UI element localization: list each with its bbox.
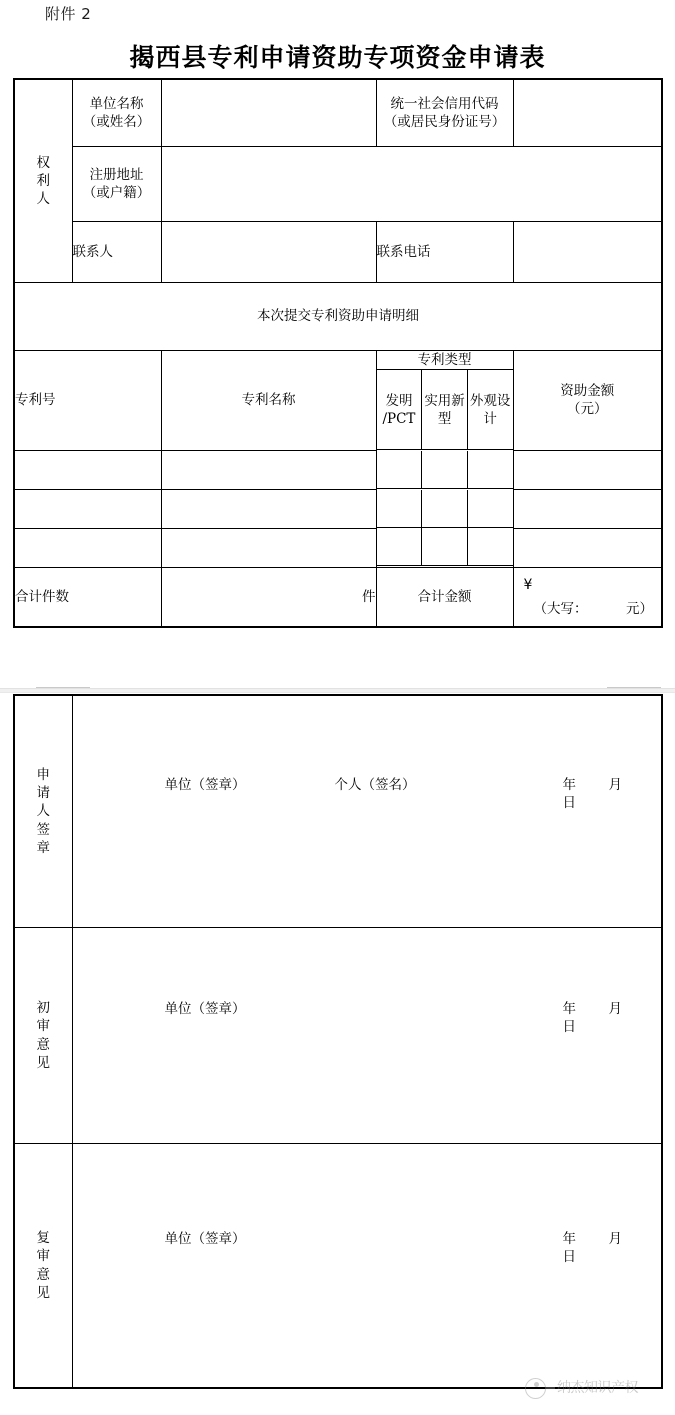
credit-code-label-line1: 统一社会信用代码 — [390, 95, 499, 112]
cell-patent-no[interactable] — [14, 528, 161, 567]
preliminary-date-label — [563, 1000, 662, 1036]
cell-type-design[interactable] — [467, 528, 512, 566]
logo-dash-icon — [546, 1387, 555, 1389]
detail-header-row-1 — [14, 351, 662, 370]
cell-patent-name[interactable] — [161, 450, 376, 489]
table-row — [14, 489, 662, 528]
column-header-patent-no: 专利号 — [14, 351, 161, 451]
cell-patent-name[interactable] — [161, 489, 376, 528]
applicant-label-char-2: 请 — [36, 785, 50, 802]
applicant-date-day: 日 — [562, 794, 576, 811]
cell-patent-name[interactable] — [161, 528, 376, 567]
reexamination-label-char-1: 复 — [36, 1230, 50, 1247]
applicant-date-label — [563, 776, 662, 812]
column-header-amount — [513, 351, 662, 451]
credit-code-label — [376, 79, 513, 147]
detail-section-banner: 本次提交专利资助申请明细 — [14, 283, 662, 351]
cell-type-design[interactable] — [467, 490, 512, 528]
reexamination-label-char-2: 审 — [36, 1248, 50, 1265]
credit-code-label-line2: （或居民身份证号） — [383, 114, 506, 130]
applicant-date-month: 月 — [608, 776, 622, 793]
cell-amount[interactable] — [513, 489, 662, 528]
column-header-patent-type: 专利类型 — [376, 351, 513, 370]
applicant-person-sign-label: 个人（签名） — [334, 776, 416, 793]
reexamination-label-char-3: 意 — [36, 1266, 50, 1283]
preliminary-date-day: 日 — [562, 1018, 576, 1035]
type-invention-line1: 发明 — [385, 392, 413, 409]
page-title: 揭西县专利申请资助专项资金申请表 — [129, 43, 546, 72]
attachment-label: 附件 2 — [45, 5, 92, 23]
address-value-field[interactable] — [161, 147, 662, 222]
type-design-line1: 外观设 — [469, 392, 511, 409]
cell-amount[interactable] — [513, 450, 662, 489]
capitalized-amount-label: （大写： — [533, 600, 588, 617]
rights-holder-char-2: 利 — [36, 172, 50, 189]
cell-type-utility[interactable] — [422, 490, 467, 528]
preliminary-label-char-3: 意 — [36, 1036, 50, 1053]
applicant-signature-label — [14, 695, 72, 928]
type-utility-line1: 实用新 — [424, 392, 465, 409]
applicant-date-year: 年 — [562, 776, 576, 793]
column-header-type-invention — [377, 370, 422, 450]
signature-table — [13, 694, 663, 1389]
reexamination-area[interactable] — [72, 1144, 662, 1389]
reexamination-label-char-4: 见 — [36, 1284, 50, 1301]
total-count-unit-label: 件 — [362, 588, 376, 605]
watermark — [523, 1375, 668, 1401]
reexamination-date-day: 日 — [562, 1248, 576, 1265]
cell-amount[interactable] — [513, 528, 662, 567]
type-design-line2: 计 — [483, 410, 497, 427]
total-amount-cell[interactable] — [513, 567, 662, 627]
signature-section-preliminary-review — [14, 928, 662, 1144]
type-utility-line2: 型 — [437, 410, 452, 427]
table-row-unit-name — [14, 79, 662, 147]
type-invention-line2: /PCT — [382, 410, 416, 427]
contact-label: 联系人 — [72, 222, 161, 283]
reexamination-unit-sign-label: 单位（签章） — [164, 1230, 246, 1247]
column-header-type-utility — [422, 370, 467, 450]
column-header-type-design — [467, 370, 512, 450]
applicant-signature-area[interactable] — [72, 695, 662, 928]
table-row-address — [14, 147, 662, 222]
preliminary-label-char-1: 初 — [36, 1000, 50, 1017]
cell-type-utility[interactable] — [422, 528, 467, 566]
circle-logo-dot-icon — [534, 1382, 539, 1387]
detail-banner-row — [14, 283, 662, 351]
cell-type-invention[interactable] — [377, 528, 422, 566]
cell-type-design[interactable] — [467, 451, 512, 489]
application-main-table — [13, 78, 663, 628]
unit-name-value-field[interactable] — [161, 79, 376, 147]
total-amount-label: 合计金额 — [376, 567, 513, 627]
cell-patent-no[interactable] — [14, 489, 161, 528]
phone-value-field[interactable] — [513, 222, 662, 283]
reexamination-date-label — [563, 1230, 662, 1266]
cell-type-invention[interactable] — [377, 451, 422, 489]
watermark-text: 纳杰知识产权 — [557, 1380, 638, 1396]
applicant-label-char-1: 申 — [36, 766, 50, 783]
signature-section-reexamination — [14, 1144, 662, 1389]
total-count-label: 合计件数 — [14, 567, 161, 627]
credit-code-value-field[interactable] — [513, 79, 662, 147]
unit-name-label — [72, 79, 161, 147]
table-row — [14, 528, 662, 567]
rights-holder-char-3: 人 — [36, 191, 50, 208]
preliminary-label-char-2: 审 — [36, 1018, 50, 1035]
totals-row — [14, 567, 662, 627]
unit-name-label-line2: （或姓名） — [82, 114, 151, 130]
signature-section-applicant — [14, 695, 662, 928]
cell-type-invention[interactable] — [377, 490, 422, 528]
address-label-line1: 注册地址 — [89, 166, 144, 183]
page-seam-divider — [0, 688, 675, 693]
rights-holder-char-1: 权 — [36, 154, 50, 171]
applicant-label-char-3: 人 — [36, 803, 50, 820]
table-row — [14, 450, 662, 489]
table-row-contact — [14, 222, 662, 283]
address-label-line2: （或户籍） — [82, 185, 151, 201]
preliminary-unit-sign-label: 单位（签章） — [164, 1000, 246, 1017]
unit-name-label-line1: 单位名称 — [89, 95, 144, 112]
address-label — [72, 147, 161, 222]
cell-type-utility[interactable] — [422, 451, 467, 489]
reexamination-date-month: 月 — [608, 1230, 622, 1247]
preliminary-date-year: 年 — [562, 1000, 576, 1017]
column-header-patent-name: 专利名称 — [161, 351, 376, 451]
preliminary-review-label — [14, 928, 72, 1144]
cell-patent-no[interactable] — [14, 450, 161, 489]
column-header-amount-line1: 资助金额 — [560, 383, 615, 400]
reexamination-label — [14, 1144, 72, 1389]
applicant-label-char-4: 签 — [36, 821, 50, 838]
page-seam-tick-right — [607, 681, 661, 688]
phone-label: 联系电话 — [376, 222, 513, 283]
reexamination-date-year: 年 — [562, 1230, 576, 1247]
applicant-unit-sign-label: 单位（签章） — [164, 776, 246, 793]
contact-value-field[interactable] — [161, 222, 376, 283]
applicant-label-char-5: 章 — [36, 839, 50, 856]
rights-holder-row-label — [14, 79, 72, 283]
currency-symbol: ¥ — [523, 576, 533, 593]
preliminary-review-area[interactable] — [72, 928, 662, 1144]
total-count-unit[interactable] — [161, 567, 376, 627]
column-header-amount-line2: （元） — [567, 401, 608, 418]
capitalized-amount-unit: 元） — [626, 600, 653, 617]
preliminary-label-char-4: 见 — [36, 1054, 50, 1071]
preliminary-date-month: 月 — [608, 1000, 622, 1017]
page-seam-tick-left — [36, 681, 90, 688]
